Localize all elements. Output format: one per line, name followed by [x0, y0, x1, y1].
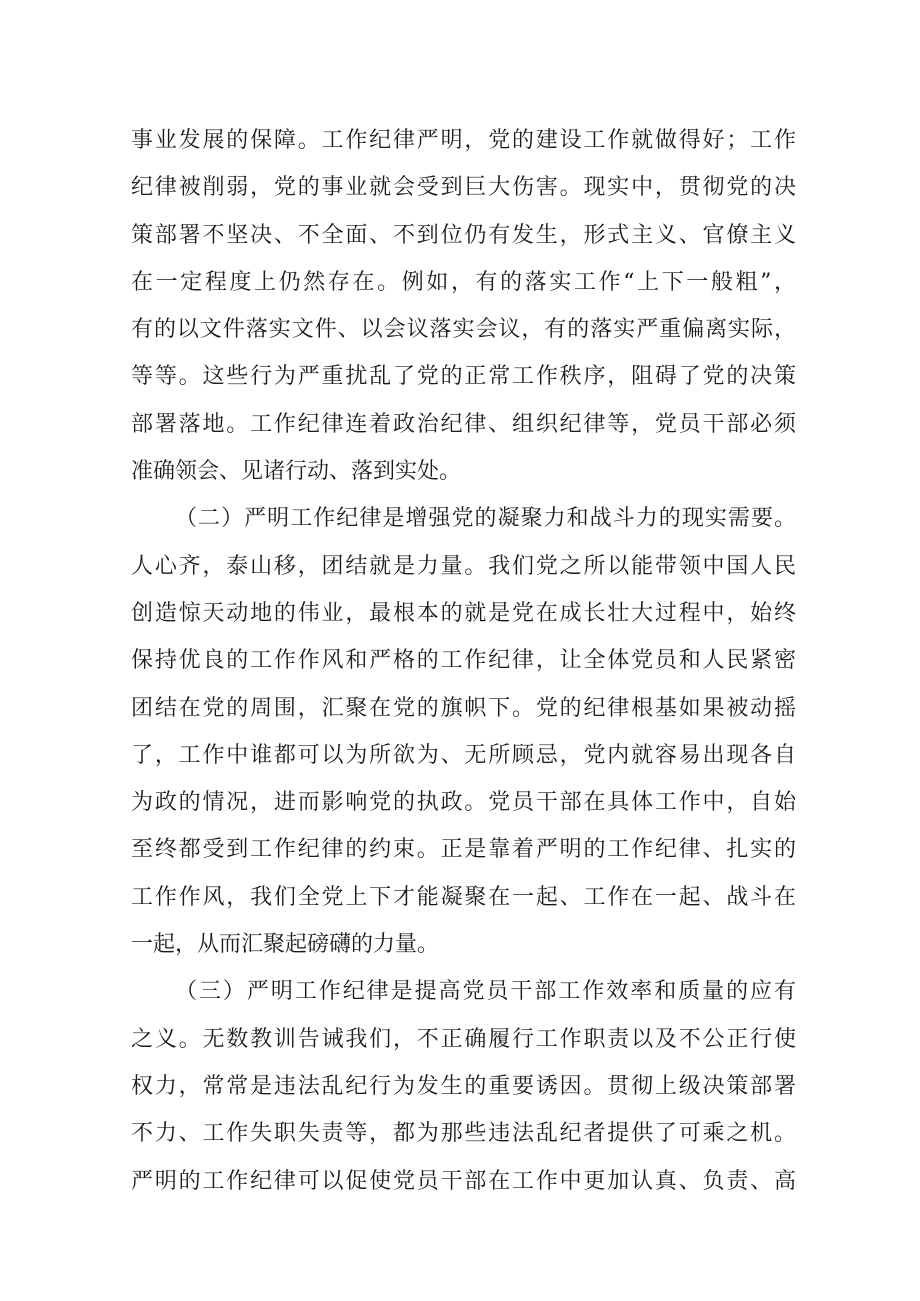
paragraph-2-line-5: 团结在党的周围，汇聚在党的旗帜下。党的纪律根基如果被动摇: [131, 695, 796, 721]
paragraph-2-line-7: 为政的情况，进而影响党的执政。党员干部在具体工作中，自始: [131, 790, 796, 816]
paragraph-3-heading-line: （三）严明工作纪律是提高党员干部工作效率和质量的应有: [175, 979, 796, 1005]
paragraph-1-line-6: 等等。这些行为严重扰乱了党的正常工作秩序，阻碍了党的决策: [131, 364, 796, 390]
paragraph-1-line-1: 事业发展的保障。工作纪律严明，党的建设工作就做得好；工作: [131, 128, 796, 153]
paragraph-3-line-2: 之义。无数教训告诫我们，不正确履行工作职责以及不公正行使: [131, 1026, 796, 1052]
paragraph-2-line-2: 人心齐，泰山移，团结就是力量。我们党之所以能带领中国人民: [131, 553, 796, 579]
paragraph-2-line-3: 创造惊天动地的伟业，最根本的就是党在成长壮大过程中，始终: [131, 600, 796, 626]
paragraph-2-line-4: 保持优良的工作作风和严格的工作纪律，让全体党员和人民紧密: [131, 648, 796, 674]
paragraph-1-line-5: 有的以文件落实文件、以会议落实会议，有的落实严重偏离实际，: [131, 317, 796, 343]
paragraph-2-line-9: 工作作风，我们全党上下才能凝聚在一起、工作在一起、战斗在: [131, 884, 796, 910]
paragraph-3-line-4: 不力、工作失职失责等，都为那些违法乱纪者提供了可乘之机。: [131, 1121, 796, 1147]
paragraph-2-heading-line: （二）严明工作纪律是增强党的凝聚力和战斗力的现实需要。: [175, 506, 796, 532]
paragraph-3-line-5: 严明的工作纪律可以促使党员干部在工作中更加认真、负责、高: [131, 1168, 796, 1194]
paragraph-2-line-8: 至终都受到工作纪律的约束。正是靠着严明的工作纪律、扎实的: [131, 837, 796, 863]
paragraph-1-line-3: 策部署不坚决、不全面、不到位仍有发生，形式主义、官僚主义: [131, 222, 796, 248]
document-body: [131, 117, 796, 1205]
paragraph-2-line-6: 了，工作中谁都可以为所欲为、无所顾忌，党内就容易出现各自: [131, 742, 796, 768]
paragraph-2-line-10: 一起，从而汇聚起磅礴的力量。: [131, 932, 440, 958]
paragraph-1-line-7: 部署落地。工作纪律连着政治纪律、组织纪律等，党员干部必须: [131, 411, 796, 437]
paragraph-3-line-3: 权力，常常是违法乱纪行为发生的重要诱因。贯彻上级决策部署: [131, 1073, 796, 1099]
paragraph-1-line-2: 纪律被削弱，党的事业就会受到巨大伤害。现实中，贯彻党的决: [131, 175, 796, 201]
paragraph-1-line-8: 准确领会、见诸行动、落到实处。: [131, 459, 462, 485]
paragraph-1-line-4: 在一定程度上仍然存在。例如，有的落实工作“上下一般粗”，: [131, 269, 796, 295]
